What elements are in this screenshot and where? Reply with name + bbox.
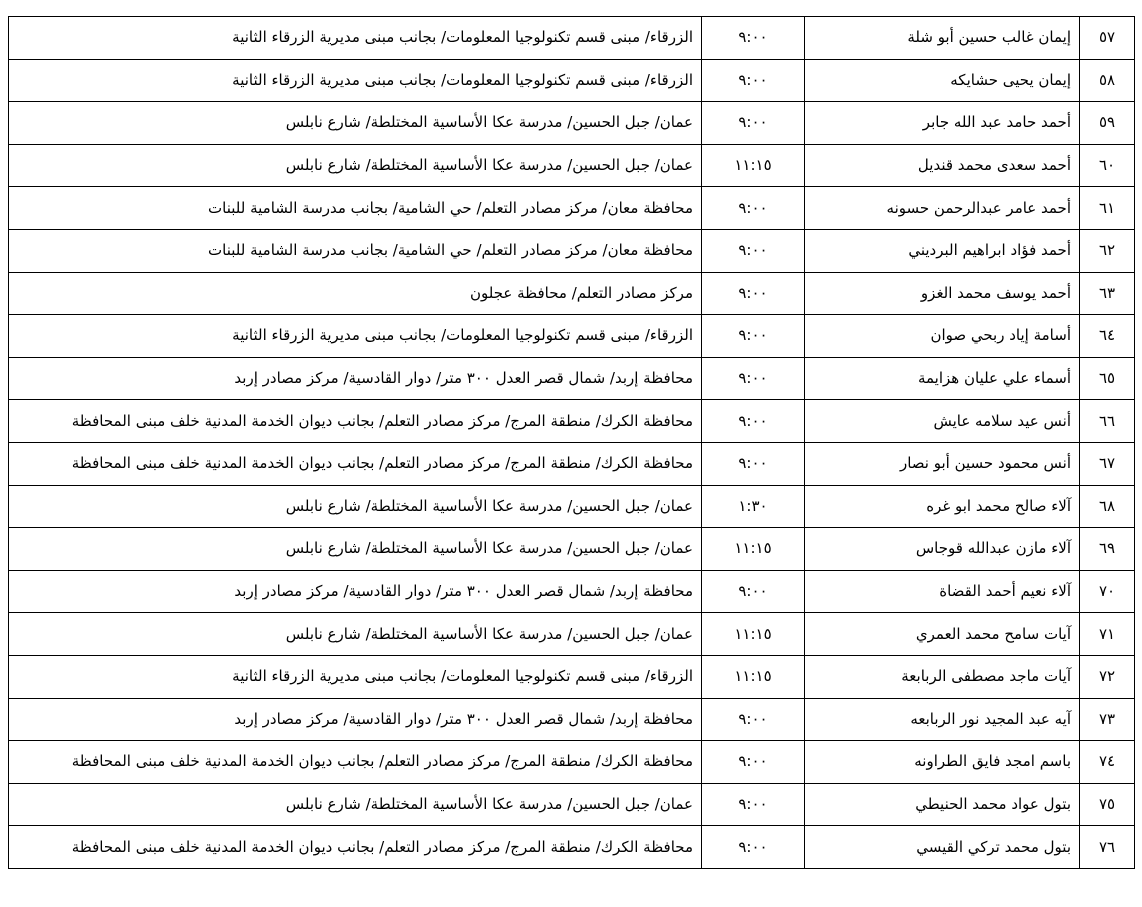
row-number: ٧١ (1080, 613, 1135, 656)
exam-time: ٩:٠٠ (702, 272, 805, 315)
exam-location: محافظة إربد/ شمال قصر العدل ٣٠٠ متر/ دوار القادسية/ مركز مصادر إربد (9, 357, 702, 400)
row-number: ٥٩ (1080, 102, 1135, 145)
exam-location: مركز مصادر التعلم/ محافظة عجلون (9, 272, 702, 315)
row-number: ٧٠ (1080, 570, 1135, 613)
exam-location: عمان/ جبل الحسين/ مدرسة عكا الأساسية المختلطة/ شارع نابلس (9, 485, 702, 528)
table-row (9, 826, 1135, 869)
student-name: إيمان غالب حسين أبو شلة (805, 17, 1080, 60)
student-name: أحمد سعدى محمد قنديل (805, 144, 1080, 187)
exam-location: محافظة الكرك/ منطقة المرج/ مركز مصادر التعلم/ بجانب ديوان الخدمة المدنية خلف مبنى المحافظة (9, 442, 702, 485)
row-number: ٦٦ (1080, 400, 1135, 443)
student-name: أحمد فؤاد ابراهيم البرديني (805, 229, 1080, 272)
student-name: أحمد يوسف محمد الغزو (805, 272, 1080, 315)
table-row (9, 783, 1135, 826)
exam-location: عمان/ جبل الحسين/ مدرسة عكا الأساسية المختلطة/ شارع نابلس (9, 144, 702, 187)
table-row (9, 442, 1135, 485)
exam-time: ٩:٠٠ (702, 570, 805, 613)
student-name: آلاء نعيم أحمد القضاة (805, 570, 1080, 613)
row-number: ٦١ (1080, 187, 1135, 230)
exam-time: ٩:٠٠ (702, 59, 805, 102)
student-name: أسماء علي عليان هزايمة (805, 357, 1080, 400)
student-name: آيه عبد المجيد نور الربابعه (805, 698, 1080, 741)
exam-location: الزرقاء/ مبنى قسم تكنولوجيا المعلومات/ بجانب مبنى مديرية الزرقاء الثانية (9, 315, 702, 358)
exam-time: ٩:٠٠ (702, 357, 805, 400)
exam-time: ٩:٠٠ (702, 698, 805, 741)
row-number: ٧٢ (1080, 655, 1135, 698)
row-number: ٦٥ (1080, 357, 1135, 400)
exam-time: ٩:٠٠ (702, 187, 805, 230)
row-number: ٦٢ (1080, 229, 1135, 272)
student-name: بتول محمد تركي القيسي (805, 826, 1080, 869)
exam-roster-table (8, 16, 1135, 869)
exam-location: الزرقاء/ مبنى قسم تكنولوجيا المعلومات/ بجانب مبنى مديرية الزرقاء الثانية (9, 655, 702, 698)
exam-time: ١١:١٥ (702, 613, 805, 656)
student-name: باسم امجد فايق الطراونه (805, 741, 1080, 784)
row-number: ٦٨ (1080, 485, 1135, 528)
row-number: ٧٣ (1080, 698, 1135, 741)
table-row (9, 400, 1135, 443)
exam-location: عمان/ جبل الحسين/ مدرسة عكا الأساسية المختلطة/ شارع نابلس (9, 613, 702, 656)
exam-time: ٩:٠٠ (702, 102, 805, 145)
exam-location: محافظة إربد/ شمال قصر العدل ٣٠٠ متر/ دوار القادسية/ مركز مصادر إربد (9, 698, 702, 741)
row-number: ٦٤ (1080, 315, 1135, 358)
table-row (9, 570, 1135, 613)
table-row (9, 485, 1135, 528)
exam-location: عمان/ جبل الحسين/ مدرسة عكا الأساسية المختلطة/ شارع نابلس (9, 528, 702, 571)
exam-location: محافظة إربد/ شمال قصر العدل ٣٠٠ متر/ دوار القادسية/ مركز مصادر إربد (9, 570, 702, 613)
exam-location: محافظة معان/ مركز مصادر التعلم/ حي الشامية/ بجانب مدرسة الشامية للبنات (9, 187, 702, 230)
exam-time: ١١:١٥ (702, 144, 805, 187)
exam-time: ١١:١٥ (702, 528, 805, 571)
student-name: أحمد عامر عبدالرحمن حسونه (805, 187, 1080, 230)
row-number: ٦٠ (1080, 144, 1135, 187)
exam-time: ٩:٠٠ (702, 315, 805, 358)
table-row (9, 698, 1135, 741)
exam-time: ٩:٠٠ (702, 826, 805, 869)
exam-time: ٩:٠٠ (702, 442, 805, 485)
exam-time: ٩:٠٠ (702, 400, 805, 443)
student-name: بتول عواد محمد الحنيطي (805, 783, 1080, 826)
row-number: ٦٩ (1080, 528, 1135, 571)
student-name: أحمد حامد عبد الله جابر (805, 102, 1080, 145)
exam-time: ١:٣٠ (702, 485, 805, 528)
row-number: ٦٣ (1080, 272, 1135, 315)
student-name: أنس عيد سلامه عايش (805, 400, 1080, 443)
exam-time: ٩:٠٠ (702, 741, 805, 784)
exam-location: عمان/ جبل الحسين/ مدرسة عكا الأساسية المختلطة/ شارع نابلس (9, 102, 702, 145)
student-name: آلاء صالح محمد ابو غره (805, 485, 1080, 528)
row-number: ٧٤ (1080, 741, 1135, 784)
table-row (9, 272, 1135, 315)
student-name: آيات سامح محمد العمري (805, 613, 1080, 656)
table-row (9, 741, 1135, 784)
student-name: آيات ماجد مصطفى الربابعة (805, 655, 1080, 698)
exam-location: محافظة الكرك/ منطقة المرج/ مركز مصادر التعلم/ بجانب ديوان الخدمة المدنية خلف مبنى المحافظة (9, 400, 702, 443)
row-number: ٦٧ (1080, 442, 1135, 485)
student-name: إيمان يحيى حشايكه (805, 59, 1080, 102)
exam-location: محافظة الكرك/ منطقة المرج/ مركز مصادر التعلم/ بجانب ديوان الخدمة المدنية خلف مبنى المحافظة (9, 741, 702, 784)
student-name: أنس محمود حسين أبو نصار (805, 442, 1080, 485)
exam-time: ٩:٠٠ (702, 783, 805, 826)
table-row (9, 315, 1135, 358)
student-name: أسامة إياد ربحي صوان (805, 315, 1080, 358)
table-row (9, 229, 1135, 272)
exam-location: محافظة الكرك/ منطقة المرج/ مركز مصادر التعلم/ بجانب ديوان الخدمة المدنية خلف مبنى المحافظة (9, 826, 702, 869)
exam-time: ١١:١٥ (702, 655, 805, 698)
table-row (9, 187, 1135, 230)
exam-time: ٩:٠٠ (702, 17, 805, 60)
table-row (9, 17, 1135, 60)
student-name: آلاء مازن عبدالله قوجاس (805, 528, 1080, 571)
exam-location: الزرقاء/ مبنى قسم تكنولوجيا المعلومات/ بجانب مبنى مديرية الزرقاء الثانية (9, 17, 702, 60)
table-row (9, 357, 1135, 400)
table-row (9, 655, 1135, 698)
row-number: ٧٥ (1080, 783, 1135, 826)
table-row (9, 528, 1135, 571)
row-number: ٥٨ (1080, 59, 1135, 102)
table-row (9, 102, 1135, 145)
exam-location: محافظة معان/ مركز مصادر التعلم/ حي الشامية/ بجانب مدرسة الشامية للبنات (9, 229, 702, 272)
exam-location: الزرقاء/ مبنى قسم تكنولوجيا المعلومات/ بجانب مبنى مديرية الزرقاء الثانية (9, 59, 702, 102)
exam-location: عمان/ جبل الحسين/ مدرسة عكا الأساسية المختلطة/ شارع نابلس (9, 783, 702, 826)
table-row (9, 613, 1135, 656)
table-row (9, 144, 1135, 187)
row-number: ٧٦ (1080, 826, 1135, 869)
roster-body (9, 17, 1135, 869)
exam-time: ٩:٠٠ (702, 229, 805, 272)
table-row (9, 59, 1135, 102)
row-number: ٥٧ (1080, 17, 1135, 60)
